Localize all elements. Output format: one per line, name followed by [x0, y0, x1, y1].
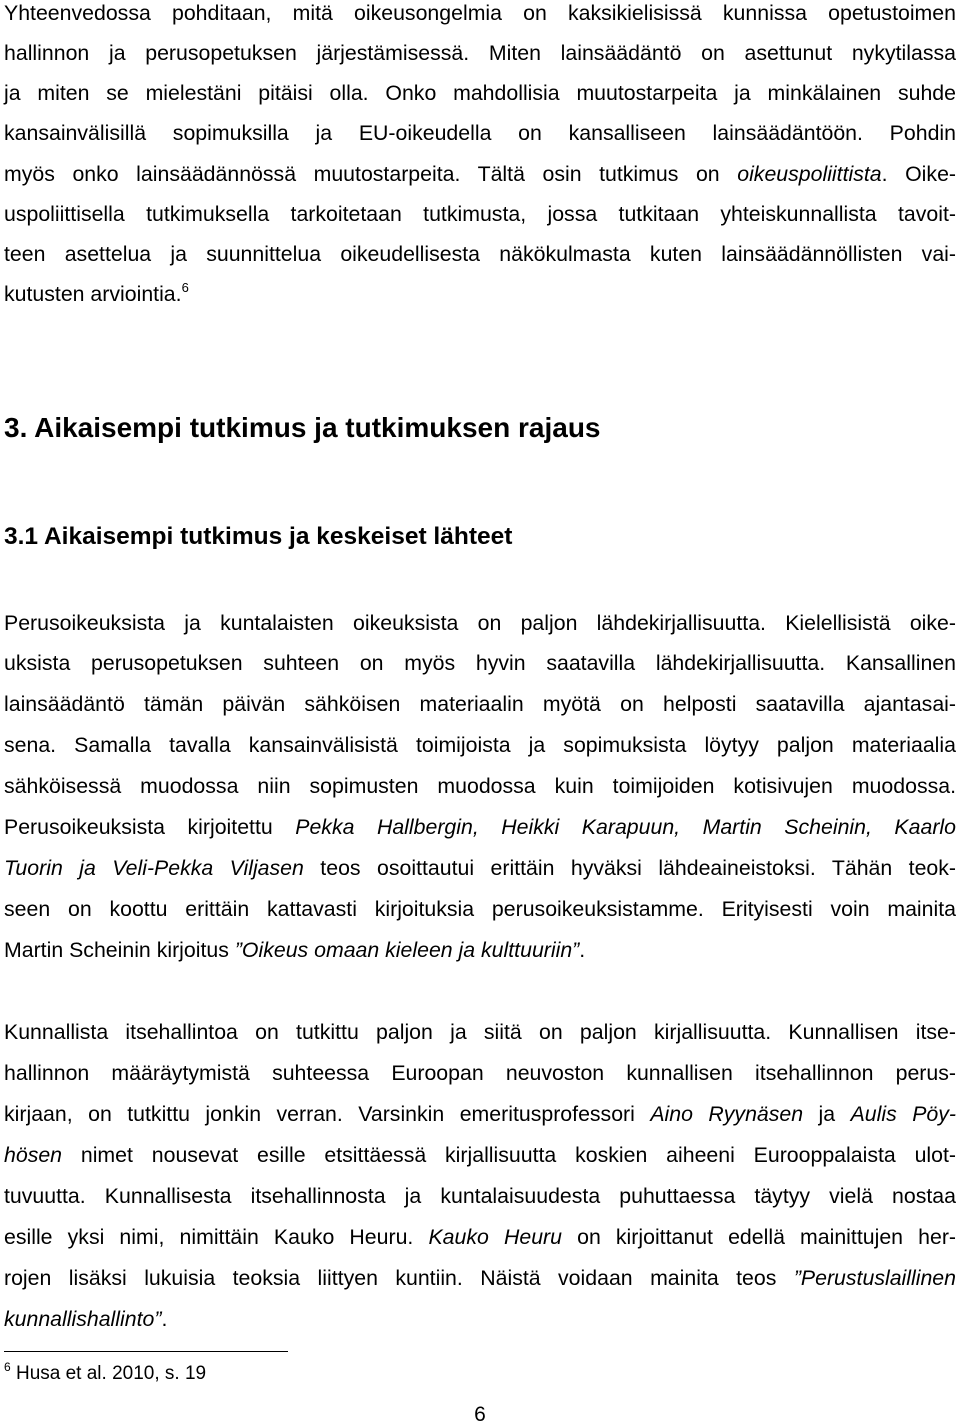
footnote-divider — [4, 1351, 288, 1352]
para1-line-3: lainsäädäntö tämän päivän sähköisen materiaalin myötä on helposti saatavilla ajantasai- — [4, 692, 956, 716]
italic-author-names: Pekka Hallbergin, Heikki Karapuun, Martin Scheinin, Kaarlo — [295, 815, 956, 839]
para1-line-9: Martin Scheinin kirjoitus ”Oikeus omaan kieleen ja kulttuuriin”. — [4, 938, 586, 962]
para1-line-5: sähköisessä muodossa niin sopimusten muodossa kuin toimijoiden kotisivujen muodossa. — [4, 774, 956, 798]
intro-line-6: uspoliittisella tutkimuksella tarkoitetaan tutkimusta, jossa tutkitaan yhteiskunnallista tavoit- — [4, 202, 956, 226]
page-number: 6 — [474, 1403, 486, 1426]
para2-line-4: hösen nimet nousevat esille etsittäessä kirjallisuutta koskien aiheeni Eurooppalaista ulot- — [4, 1143, 956, 1167]
footnote-number: 6 — [4, 1360, 11, 1374]
footnote — [4, 1360, 207, 1385]
subsection-heading: 3.1 Aikaisempi tutkimus ja keskeiset lähteet — [4, 523, 513, 550]
para2-line-3: kirjaan, on tutkittu jonkin verran. Varsinkin emeritusprofessori Aino Ryynäsen ja Aulis Pöy- — [4, 1102, 956, 1126]
intro-line-2: hallinnon ja perusopetuksen järjestämisessä. Miten lainsäädäntö on asettunut nykytilassa — [4, 41, 956, 65]
italic-title: ”Oikeus omaan kieleen ja kulttuuriin” — [234, 938, 580, 962]
para2-line-7: rojen lisäksi lukuisia teoksia liittyen kuntiin. Näistä voidaan mainita teos ”Perustuslaillinen — [4, 1266, 956, 1290]
footnote-reference: 6 — [181, 280, 189, 295]
intro-line-7: teen asettelua ja suunnittelua oikeudellisesta näkökulmasta kuten lainsäädännöllisten vai- — [4, 242, 956, 266]
intro-line-8: kutusten arviointia.$^6$ — [4, 280, 189, 306]
para2-line-5: tuvuutta. Kunnallisesta itsehallinnosta ja kuntalaisuudesta puhuttaessa täytyy vielä nostaa — [4, 1184, 956, 1208]
para2-line-1: Kunnallista itsehallintoa on tutkittu paljon ja siitä on paljon kirjallisuutta. Kunnallisen itse- — [4, 1020, 956, 1044]
intro-line-4: kansainvälisillä sopimuksilla ja EU-oikeudella on kansalliseen lainsäädäntöön. Pohdin — [4, 121, 956, 145]
intro-line-1: Yhteenvedossa pohditaan, mitä oikeusongelmia on kaksikielisissä kunnissa opetustoimen — [4, 1, 956, 25]
intro-line-3: ja miten se mielestäni pitäisi olla. Onko mahdollisia muutostarpeita ja minkälainen suhde — [4, 81, 956, 105]
italic-author-name: Kauko Heuru — [428, 1225, 562, 1249]
para2-line-6: esille yksi nimi, nimittäin Kauko Heuru. Kauko Heuru on kirjoittanut edellä mainittujen her- — [4, 1225, 957, 1249]
italic-author-names: Tuorin ja Veli-Pekka Viljasen — [4, 856, 304, 880]
para2-line-8: kunnallishallinto”. — [4, 1307, 168, 1331]
italic-term: oikeuspoliittista — [737, 162, 882, 186]
italic-author-name: Aino Ryynäsen — [650, 1102, 804, 1126]
para1-line-4: sena. Samalla tavalla kansainvälisistä toimijoista ja sopimuksista löytyy paljon materiaalia — [4, 733, 956, 757]
para1-line-6: Perusoikeuksista kirjoitettu Pekka Hallbergin, Heikki Karapuun, Martin Scheinin, Kaarlo — [4, 815, 956, 839]
italic-title: ”Perustuslaillinen — [793, 1266, 956, 1290]
para1-line-1: Perusoikeuksista ja kuntalaisten oikeuksista on paljon lähdekirjallisuutta. Kielellisistä oike- — [4, 611, 956, 635]
italic-author-name: hösen — [4, 1143, 63, 1167]
para2-line-2: hallinnon määräytymistä suhteessa Euroopan neuvoston kunnallisen itsehallinnon perus- — [4, 1061, 956, 1085]
para1-line-2: uksista perusopetuksen suhteen on myös hyvin saatavilla lähdekirjallisuutta. Kansallinen — [4, 651, 956, 675]
italic-author-name: Aulis Pöy- — [850, 1102, 956, 1126]
para1-line-7: Tuorin ja Veli-Pekka Viljasen teos osoittautui erittäin hyväksi lähdeaineistoksi. Tähän teok- — [4, 856, 957, 880]
section-heading: 3. Aikaisempi tutkimus ja tutkimuksen rajaus — [4, 412, 601, 443]
footnote-text: Husa et al. 2010, s. 19 — [10, 1363, 207, 1384]
italic-title: kunnallishallinto” — [4, 1307, 162, 1331]
intro-line-5: myös onko lainsäädännössä muutostarpeita. Tältä osin tutkimus on oikeuspoliittista. Oike- — [4, 162, 957, 186]
para1-line-8: seen on koottu erittäin kattavasti kirjoituksia perusoikeuksistamme. Erityisesti voin mainita — [4, 897, 956, 921]
